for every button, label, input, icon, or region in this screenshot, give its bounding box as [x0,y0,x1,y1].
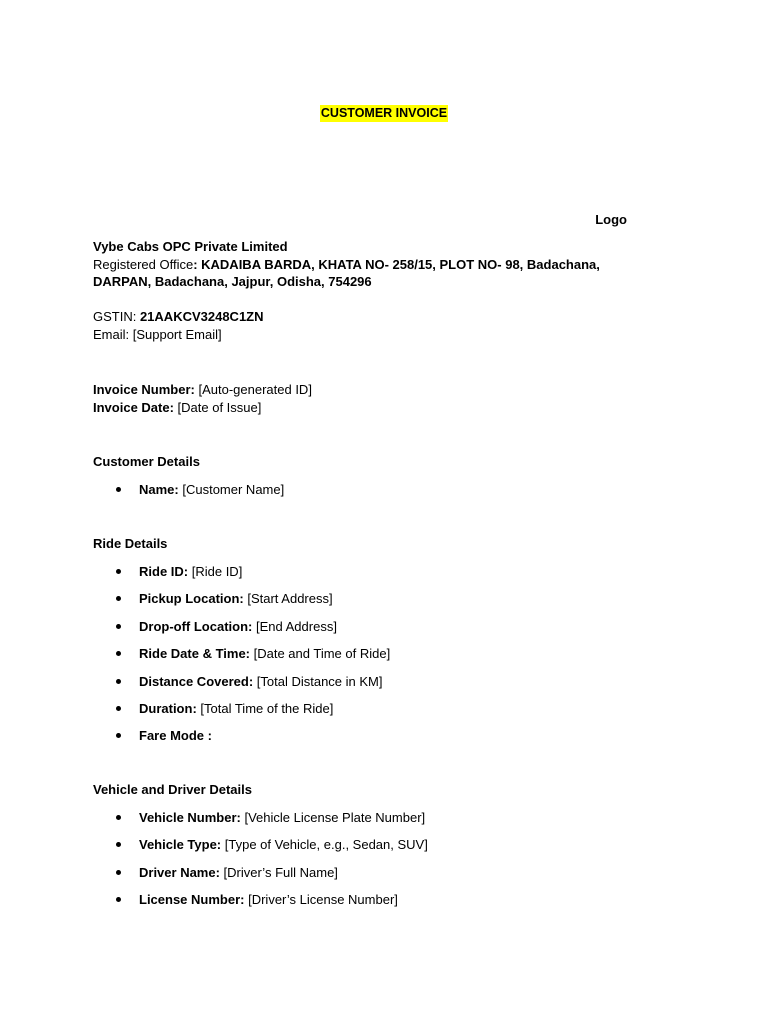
item-value: [Vehicle License Plate Number] [240,810,426,825]
item-label: Vehicle Type: [139,837,222,853]
list-item [93,645,638,672]
list-item [93,891,638,918]
item-value: [Driver’s Full Name] [219,864,338,880]
customer-details-list-wrap [93,481,638,508]
vehicle-driver-heading: Vehicle and Driver Details [93,782,252,797]
list-item [93,700,638,727]
title-row [0,105,768,122]
office-label: Registered Office [93,256,194,272]
gstin-label: GSTIN: [93,309,140,324]
item-value: [Date and Time of Ride] [250,646,391,662]
logo-placeholder: Logo [595,212,627,227]
item-label: Drop-off Location: [139,618,253,634]
item-value: [Start Address] [243,591,333,607]
invoice-date-line [93,399,638,417]
email-line: Email: [Support Email] [93,326,222,342]
ride-details-list [93,563,638,755]
list-item [93,481,638,508]
item-label: Pickup Location: [139,591,244,607]
company-name: Vybe Cabs OPC Private Limited [93,239,288,254]
gstin-line [93,308,638,326]
vehicle-driver-list-wrap [93,809,638,919]
vehicle-driver-section [93,781,638,799]
item-value: [Customer Name] [178,482,285,497]
office-address: : KADAIBA BARDA, KHATA NO- 258/15, PLOT NO- 98, Badachana, DARPAN, Badachana, Jajpur, Odisha, 754296 [93,256,600,289]
item-value: [Ride ID] [188,564,243,579]
item-label: Duration: [139,700,197,716]
item-value: [Driver’s License Number] [244,892,398,908]
list-item [93,809,638,836]
gstin-value: 21AAKCV3248C1ZN [139,309,264,324]
item-label: Ride ID: [139,564,189,579]
customer-details-heading: Customer Details [93,454,200,469]
item-label: Driver Name: [139,864,220,880]
invoice-meta [93,381,638,416]
item-value: [End Address] [252,618,337,634]
invoice-number-label: Invoice Number: [93,382,195,397]
customer-details-section [93,453,638,471]
ride-details-heading: Ride Details [93,536,168,551]
item-label: License Number: [139,892,245,908]
list-item [93,563,638,590]
item-label: Ride Date & Time: [139,646,251,662]
invoice-number-value: [Auto-generated ID] [194,382,312,397]
item-label: Distance Covered: [139,673,254,689]
list-item [93,618,638,645]
ride-details-section [93,535,638,553]
company-block [93,238,638,343]
item-value: [Total Distance in KM] [253,673,383,689]
item-value: [Type of Vehicle, e.g., Sedan, SUV] [221,837,428,853]
list-item [93,673,638,700]
list-item [93,836,638,863]
item-label: Vehicle Number: [139,810,241,825]
list-item [93,590,638,617]
list-item [93,864,638,891]
invoice-date-value: [Date of Issue] [173,399,262,415]
registered-office [93,256,638,291]
spacer [93,291,638,309]
item-label: Name: [139,482,179,497]
item-label: Fare Mode : [139,728,212,744]
list-item [93,727,638,754]
item-value: [Total Time of the Ride] [196,700,334,716]
ride-details-list-wrap [93,563,638,755]
customer-details-list [93,481,638,508]
page-title: CUSTOMER INVOICE [320,106,448,120]
invoice-number-line [93,381,638,399]
vehicle-driver-list [93,809,638,919]
invoice-date-label: Invoice Date: [93,399,174,415]
